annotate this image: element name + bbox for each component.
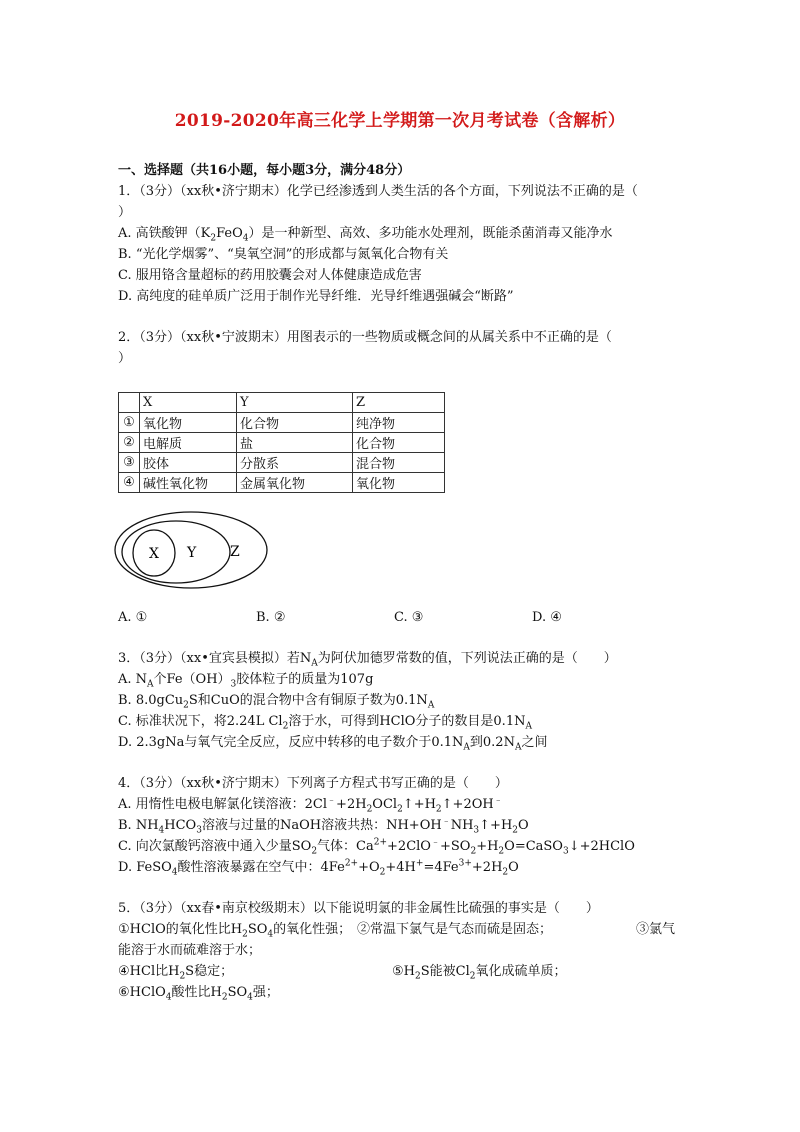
q4-option-b: B. $NH_4HCO_3$溶液与过量的NaOH溶液共热：$NH+OH^﹣NH_3↑+H_2O$ [118,816,529,836]
table-cell: ① [119,413,140,433]
table-cell [119,393,140,413]
q2-stem: 2．（3分）（xx秋•宁波期末）用图表示的一些物质或概念间的从属关系中不正确的是（ [118,330,612,345]
table-cell: X [140,393,237,413]
table-cell: 纯净物 [353,413,445,433]
table-row [119,473,445,493]
q3-option-a: A. $N_A$个$Fe(OH)_3$胶体粒子的质量为107g [118,672,374,690]
table-cell: ③ [119,453,140,473]
middle-ellipse-y [122,521,230,583]
q5-statement-3: ③氯气 [636,922,676,937]
venn-label-y: Y [187,545,197,561]
section-heading: 一、选择题（共16小题，每小题3分，满分48分） [118,163,411,178]
table-row [119,413,445,433]
q2-stem-end: ） [118,351,132,366]
q4-stem: 4．（3分）（xx秋•济宁期末）下列离子方程式书写正确的是（ ） [118,776,508,791]
q5-statement-5: $⑤H_2S$能被$Cl_2$氧化成硫单质； [392,964,567,982]
q5-statement-3-cont: 能溶于水而硫难溶于水； [118,943,262,958]
table-cell: 氧化物 [140,413,237,433]
q3-option-c: C. 标准状况下，将2.24L $Cl_2$溶于水，可得到HClO分子的数目是$0.1N_A$ [118,714,532,732]
venn-label-z: Z [230,544,240,560]
q1-option-d: D. 高纯度的硅单质广泛用于制作光导纤维．光导纤维遇强碱会“断路” [118,289,514,304]
q1-stem: 1．（3分）（xx秋•济宁期末）化学已经渗透到人类生活的各个方面，下列说法不正确的是（ [118,184,638,199]
q1-stem-end: ） [118,205,132,220]
table-cell: 金属氧化物 [237,473,353,493]
q3-option-b: B. 8.0gCu$_2$S和CuO的混合物中含有铜原子数为$0.1N_A$ [118,693,435,711]
classification-table [118,392,445,493]
q2-option-b: B. ② [256,610,286,625]
table-cell: 盐 [237,433,353,453]
table-cell: 混合物 [353,453,445,473]
table-row [119,433,445,453]
table-cell: Z [353,393,445,413]
q2-option-d: D. ④ [532,610,562,625]
q3-option-d: D. 2.3gNa与氧气完全反应，反应中转移的电子数介于$0.1N_A$到$0.2N_A$之间 [118,735,548,753]
table-cell: 氧化物 [353,473,445,493]
q1-option-a: A. 高铁酸钾$(K_2FeO_4)$是一种新型、高效、多功能水处理剂，既能杀菌消毒又能净水 [118,226,613,244]
q5-statement-2: ②常温下氯气是气态而硫是固态； [357,922,553,937]
table-cell: ② [119,433,140,453]
table-cell: 分散系 [237,453,353,473]
q3-stem: 3．（3分）（xx•宜宾县模拟）若$N_A$为阿伏加德罗常数的值，下列说法正确的是（ ） [118,651,617,669]
venn-label-x: X [149,546,159,562]
table-cell: Y [237,393,353,413]
q4-option-d: D. FeSO$_4$酸性溶液暴露在空气中：$4Fe^{2+}+O_2+4H^+=4Fe^{3+}+2H_2O$ [118,858,519,878]
table-cell: ④ [119,473,140,493]
q5-statement-1: ①HClO的氧化性比$H_2SO_4$的氧化性强； [118,922,352,940]
q5-statement-6: ⑥HClO$_4$酸性比$H_2SO_4$强； [118,985,279,1003]
q5-statement-4: ④HCl比$H_2S$稳定； [118,964,234,982]
q2-option-c: C. ③ [394,610,424,625]
table-cell: 碱性氧化物 [140,473,237,493]
q2-option-a: A. ① [118,610,148,625]
q4-option-a: A. 用惰性电极电解氯化镁溶液：$2Cl^﹣+2H_2OCl_2↑+H_2↑+2OH^﹣$ [118,795,503,815]
table-cell: 化合物 [237,413,353,433]
table-row [119,453,445,473]
q1-option-c: C. 服用铬含量超标的药用胶囊会对人体健康造成危害 [118,268,422,283]
table-cell: 电解质 [140,433,237,453]
q5-stem: 5．（3分）（xx春•南京校级期末）以下能说明氯的非金属性比硫强的事实是（ ） [118,901,599,916]
table-cell: 化合物 [353,433,445,453]
table-cell: 胶体 [140,453,237,473]
q4-option-c: C. 向次氯酸钙溶液中通入少量$SO_2$气体：$Ca^{2+}+2ClO^﹣+SO_2+H_2O=CaSO_3↓+2HClO$ [118,837,635,857]
q1-option-b: B. “光化学烟雾”、“臭氧空洞”的形成都与氮氧化合物有关 [118,247,449,262]
page-title: 2019-2020年高三化学上学期第一次月考试卷（含解析） [174,111,626,131]
venn-diagram [112,508,272,592]
table-header-row [119,393,445,413]
